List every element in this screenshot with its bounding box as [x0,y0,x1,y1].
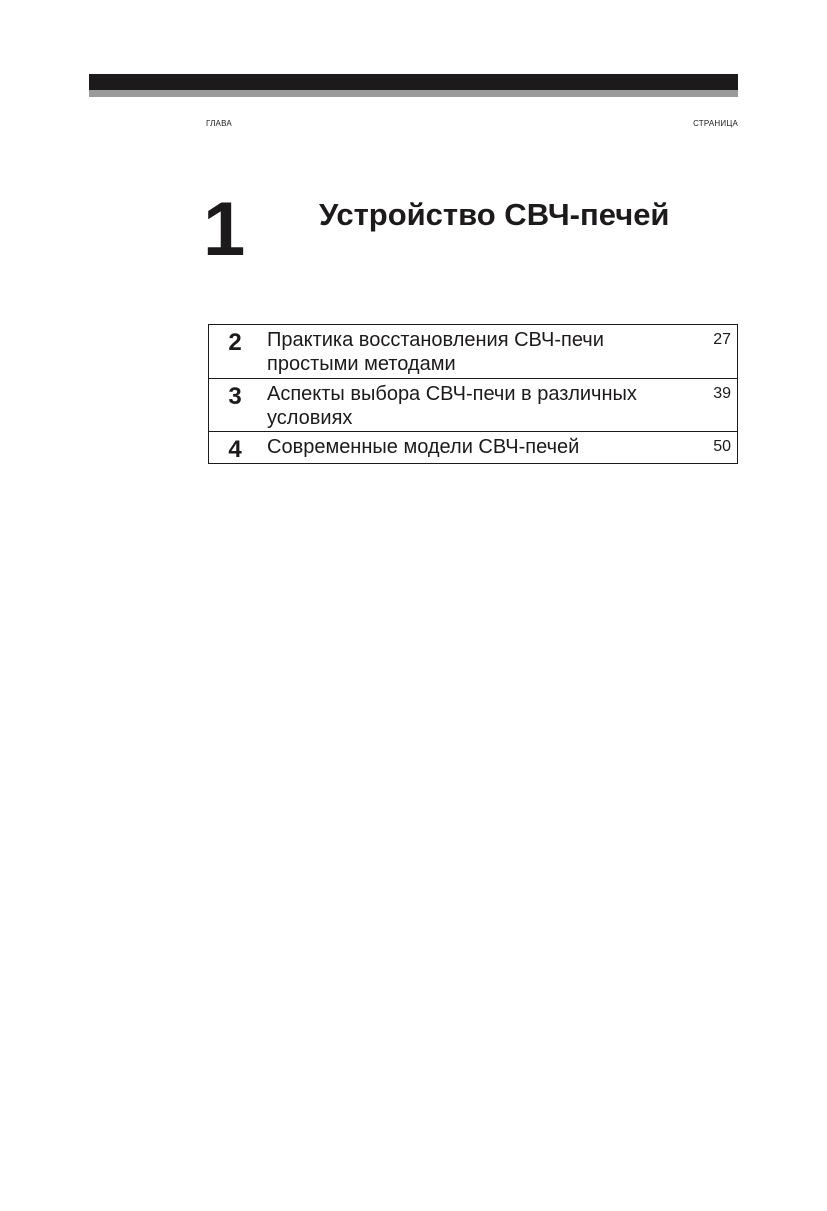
toc-row[interactable] [209,431,737,463]
chapter-column-label: ГЛАВА [206,119,232,128]
header-bar-dark [89,74,738,90]
header-bar-grey [89,90,738,97]
toc-chapter-title[interactable]: Практика восстановления СВЧ-печи простыми методами [267,329,604,375]
toc-chapter-number: 2 [228,329,242,356]
toc-chapter-title[interactable]: Аспекты выбора СВЧ-печи в различных условиях [267,383,637,429]
toc-page-number: 50 [713,438,731,455]
page-column-label: СТРАНИЦА [693,119,738,128]
toc-table [208,324,738,464]
toc-row[interactable] [209,325,737,378]
chapter-title: Устройство СВЧ-печей [319,197,670,232]
toc-chapter-number: 3 [228,383,242,410]
chapter-number: 1 [203,187,246,272]
toc-chapter-title[interactable]: Современные модели СВЧ-печей [267,436,580,458]
toc-page-number: 27 [713,331,731,348]
toc-page-number: 39 [713,385,731,402]
toc-row[interactable] [209,378,737,431]
toc-chapter-number: 4 [228,436,242,463]
